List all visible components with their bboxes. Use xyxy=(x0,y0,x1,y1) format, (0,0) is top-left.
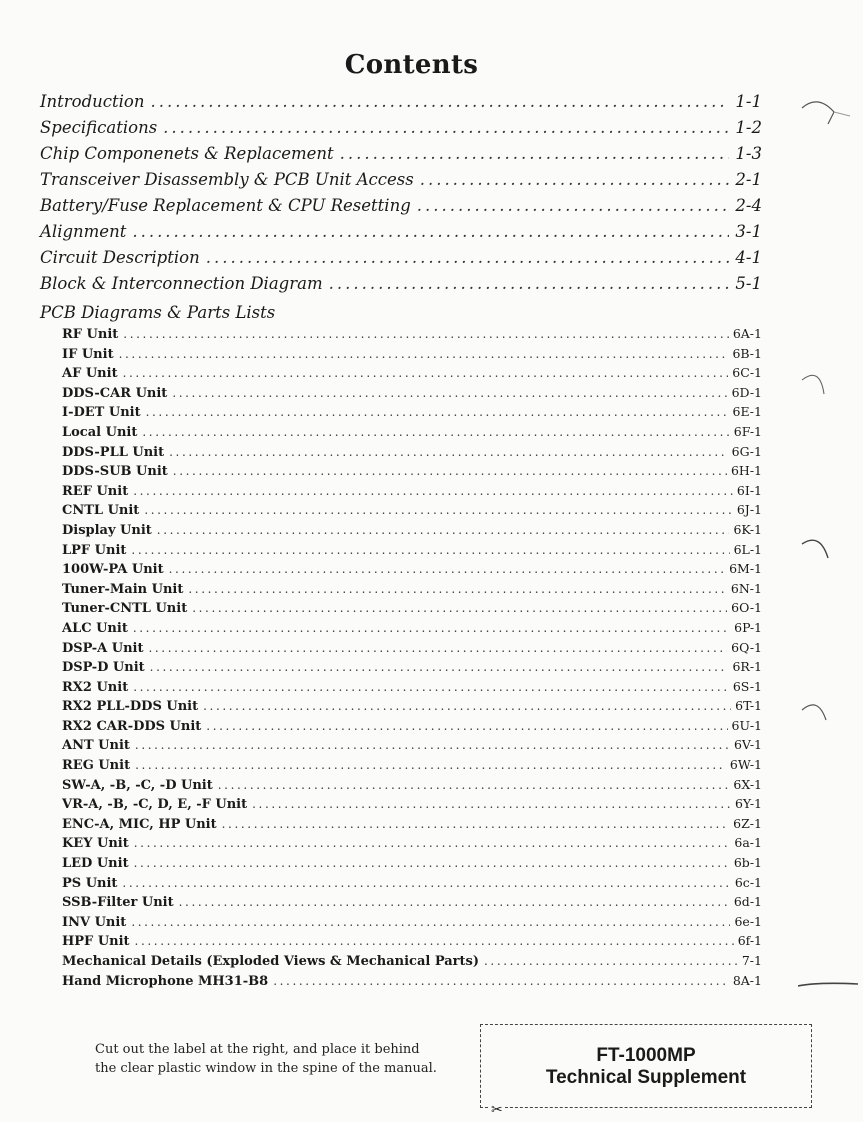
dot-leader xyxy=(151,92,730,111)
entry-label: DSP-D Unit xyxy=(62,660,145,676)
entry-label: Display Unit xyxy=(62,522,152,538)
pcb-toc-entry xyxy=(62,679,762,699)
entry-label: Chip Componenets & Replacement xyxy=(40,144,334,163)
entry-page-number: 6L-1 xyxy=(733,541,762,557)
entry-label: LED Unit xyxy=(62,856,129,872)
entry-page-number: 6I-1 xyxy=(736,482,762,498)
entry-label: LPF Unit xyxy=(62,542,127,558)
entry-page-number: 6B-1 xyxy=(732,345,762,361)
entry-label: ENC-A, MIC, HP Unit xyxy=(62,816,217,832)
dot-leader xyxy=(157,523,730,537)
entry-label: 100W-PA Unit xyxy=(62,562,164,578)
dot-leader xyxy=(133,680,729,694)
toc-entry xyxy=(40,222,762,248)
entry-page-number: 6X-1 xyxy=(733,776,762,792)
entry-page-number: 6O-1 xyxy=(731,600,762,616)
pcb-toc-entry xyxy=(62,973,762,993)
entry-label: DDS-SUB Unit xyxy=(62,464,168,480)
entry-page-number: 6A-1 xyxy=(732,326,762,341)
page-title: Contents xyxy=(344,50,479,80)
dot-leader xyxy=(134,836,731,850)
entry-page-number: 6N-1 xyxy=(730,580,762,596)
dot-leader xyxy=(206,248,730,267)
pcb-toc-entry xyxy=(62,522,762,542)
pcb-toc-entry xyxy=(62,894,762,914)
dot-leader xyxy=(172,386,727,400)
pcb-toc-entry xyxy=(62,640,762,660)
pcb-toc-entry xyxy=(62,737,762,757)
pcb-toc-entry xyxy=(62,816,762,836)
pcb-toc-entry xyxy=(62,326,762,346)
binder-hole-mark xyxy=(798,966,863,1010)
dot-leader xyxy=(420,170,730,189)
entry-page-number: 6P-1 xyxy=(734,619,762,635)
entry-label: DSP-A Unit xyxy=(62,640,144,656)
entry-label: CNTL Unit xyxy=(62,503,140,519)
spine-label-model: FT-1000MP xyxy=(596,1045,696,1066)
dot-leader xyxy=(222,817,730,831)
pcb-toc-entry xyxy=(62,561,762,581)
dot-leader xyxy=(206,719,727,733)
entry-page-number: 6T-1 xyxy=(735,698,762,714)
entry-page-number: 6Y-1 xyxy=(734,796,762,812)
pcb-toc-entry xyxy=(62,581,762,601)
toc-entry xyxy=(40,118,762,144)
dot-leader xyxy=(417,196,730,215)
entry-label: REF Unit xyxy=(62,483,129,499)
entry-page-number: 6S-1 xyxy=(732,678,762,694)
pcb-toc-entry xyxy=(62,796,762,816)
pcb-toc-entry xyxy=(62,385,762,405)
entry-page-number: 6F-1 xyxy=(733,423,762,439)
entry-page-number: 6e-1 xyxy=(734,913,762,929)
entry-page-number: 6W-1 xyxy=(729,757,762,773)
dot-leader xyxy=(148,641,727,655)
dot-leader xyxy=(119,347,729,361)
entry-label: REG Unit xyxy=(62,758,131,774)
entry-page-number: 1-3 xyxy=(735,144,762,163)
pcb-toc-entry xyxy=(62,777,762,797)
dot-leader xyxy=(131,543,729,557)
pcb-toc-entry xyxy=(62,502,762,522)
entry-label: Block & Interconnection Diagram xyxy=(40,274,323,293)
dot-leader xyxy=(131,915,730,929)
entry-page-number: 2-1 xyxy=(735,170,762,189)
pcb-toc-entry xyxy=(62,914,762,934)
dot-leader xyxy=(173,464,727,478)
dot-leader xyxy=(133,621,730,635)
entry-page-number: 1-2 xyxy=(735,118,762,137)
entry-label: Local Unit xyxy=(62,424,138,440)
entry-page-number: 8A-1 xyxy=(732,972,762,988)
entry-page-number: 6D-1 xyxy=(731,384,762,400)
pcb-toc-entry xyxy=(62,404,762,424)
dot-leader xyxy=(169,562,725,576)
dot-leader xyxy=(192,601,727,615)
pcb-toc-entry xyxy=(62,718,762,738)
pcb-toc-entry xyxy=(62,463,762,483)
dot-leader xyxy=(188,582,727,596)
entry-label: INV Unit xyxy=(62,914,127,930)
dot-leader xyxy=(203,699,731,713)
entry-page-number: 6R-1 xyxy=(732,659,762,675)
pcb-toc-entry xyxy=(62,542,762,562)
pcb-toc-entry xyxy=(62,483,762,503)
pcb-toc-entry xyxy=(62,953,762,973)
entry-page-number: 4-1 xyxy=(735,248,762,267)
entry-label: SW-A, -B, -C, -D Unit xyxy=(62,777,213,793)
pcb-toc-entry xyxy=(62,698,762,718)
entry-page-number: 6c-1 xyxy=(734,874,762,890)
toc-entry xyxy=(40,274,762,300)
entry-label: KEY Unit xyxy=(62,836,129,852)
dot-leader xyxy=(218,778,730,792)
pcb-toc-entry xyxy=(62,855,762,875)
entry-label: Tuner-CNTL Unit xyxy=(62,601,188,617)
dot-leader xyxy=(340,144,730,163)
dot-leader xyxy=(169,445,728,459)
entry-label: RX2 PLL-DDS Unit xyxy=(62,699,199,715)
pcb-toc-entry xyxy=(62,444,762,464)
pcb-toc-entry xyxy=(62,835,762,855)
binder-hole-mark xyxy=(798,368,863,412)
table-of-contents xyxy=(40,92,762,992)
entry-page-number: 6H-1 xyxy=(730,463,762,479)
entry-page-number: 6f-1 xyxy=(737,933,762,949)
toc-entry xyxy=(40,144,762,170)
entry-page-number: 7-1 xyxy=(741,953,762,968)
dot-leader xyxy=(150,660,729,674)
entry-label: Tuner-Main Unit xyxy=(62,581,184,597)
entry-page-number: 6V-1 xyxy=(733,737,762,753)
entry-label: Introduction xyxy=(40,92,145,111)
entry-label: VR-A, -B, -C, D, E, -F Unit xyxy=(62,797,248,813)
binder-hole-mark xyxy=(798,98,863,142)
dot-leader xyxy=(134,856,730,870)
dot-leader xyxy=(122,876,730,890)
entry-label: DDS-PLL Unit xyxy=(62,444,165,460)
dot-leader xyxy=(329,274,730,293)
entry-page-number: 2-4 xyxy=(735,196,762,215)
pcb-toc-entry xyxy=(62,933,762,953)
entry-label: Mechanical Details (Exploded Views & Mechanical Parts) xyxy=(62,954,480,969)
entry-page-number: 6E-1 xyxy=(732,404,762,420)
entry-label: Circuit Description xyxy=(40,248,200,267)
entry-label: ALC Unit xyxy=(62,620,128,636)
dot-leader xyxy=(144,503,733,517)
pcb-toc-entry xyxy=(62,875,762,895)
entry-label: AF Unit xyxy=(62,366,118,382)
entry-label: PS Unit xyxy=(62,875,118,891)
dot-leader xyxy=(123,327,729,341)
entry-page-number: 1-1 xyxy=(735,92,762,111)
dot-leader xyxy=(142,425,729,439)
pcb-toc-entry xyxy=(62,346,762,366)
toc-entry xyxy=(40,196,762,222)
dot-leader xyxy=(484,954,738,968)
entry-page-number: 5-1 xyxy=(735,274,762,293)
dot-leader xyxy=(135,934,734,948)
entry-label: RX2 CAR-DDS Unit xyxy=(62,718,202,734)
entry-page-number: 6b-1 xyxy=(733,855,762,871)
dot-leader xyxy=(179,895,730,909)
pcb-toc-entry xyxy=(62,620,762,640)
entry-label: I-DET Unit xyxy=(62,405,141,421)
entry-label: RF Unit xyxy=(62,327,119,342)
entry-page-number: 6C-1 xyxy=(732,365,762,381)
spine-label xyxy=(480,1024,812,1117)
dot-leader xyxy=(135,738,730,752)
dot-leader xyxy=(252,797,731,811)
entry-page-number: 6M-1 xyxy=(729,561,762,577)
entry-page-number: 6G-1 xyxy=(731,443,762,459)
entry-page-number: 6Z-1 xyxy=(733,815,762,831)
entry-label: SSB-Filter Unit xyxy=(62,895,174,911)
entry-page-number: 6K-1 xyxy=(733,521,762,537)
entry-label: Specifications xyxy=(40,118,158,137)
entry-label: Transceiver Disassembly & PCB Unit Access xyxy=(40,170,414,189)
entry-label: ANT Unit xyxy=(62,738,130,754)
pcb-toc-entry xyxy=(62,365,762,385)
toc-entry xyxy=(40,170,762,196)
entry-label: Hand Microphone MH31-B8 xyxy=(62,973,269,989)
toc-entry xyxy=(40,248,762,274)
binder-hole-mark xyxy=(798,698,863,742)
pcb-entries xyxy=(40,326,762,992)
dot-leader xyxy=(123,366,729,380)
entry-page-number: 6d-1 xyxy=(733,894,762,910)
dot-leader xyxy=(132,222,729,241)
pcb-toc-entry xyxy=(62,659,762,679)
entry-page-number: 3-1 xyxy=(735,222,762,241)
pcb-section-heading: PCB Diagrams & Parts Lists xyxy=(40,303,276,322)
entry-page-number: 6a-1 xyxy=(734,835,762,851)
pcb-toc-entry xyxy=(62,600,762,620)
entry-label: RX2 Unit xyxy=(62,679,129,695)
dot-leader xyxy=(133,484,733,498)
cut-out-instruction: Cut out the label at the right, and place it behind the clear plastic window in the spine of the manual. xyxy=(95,1042,437,1076)
entry-label: IF Unit xyxy=(62,346,114,362)
spine-label-title: Technical Supplement xyxy=(545,1067,747,1088)
pcb-toc-entry xyxy=(62,757,762,777)
dot-leader xyxy=(273,974,729,988)
toc-entry xyxy=(40,92,762,118)
dot-leader xyxy=(163,118,729,137)
entry-label: DDS-CAR Unit xyxy=(62,385,168,401)
dot-leader xyxy=(135,758,726,772)
pcb-toc-entry xyxy=(62,424,762,444)
entry-label: HPF Unit xyxy=(62,934,130,950)
entry-label: Battery/Fuse Replacement & CPU Resetting xyxy=(40,196,411,215)
entry-page-number: 6J-1 xyxy=(736,502,762,518)
entry-page-number: 6Q-1 xyxy=(731,639,762,655)
binder-hole-mark xyxy=(798,534,863,578)
entry-page-number: 6U-1 xyxy=(731,717,762,733)
entry-label: Alignment xyxy=(40,222,127,241)
main-entries xyxy=(40,92,762,300)
dot-leader xyxy=(146,405,729,419)
scissors-icon: ✂ xyxy=(491,1101,503,1117)
